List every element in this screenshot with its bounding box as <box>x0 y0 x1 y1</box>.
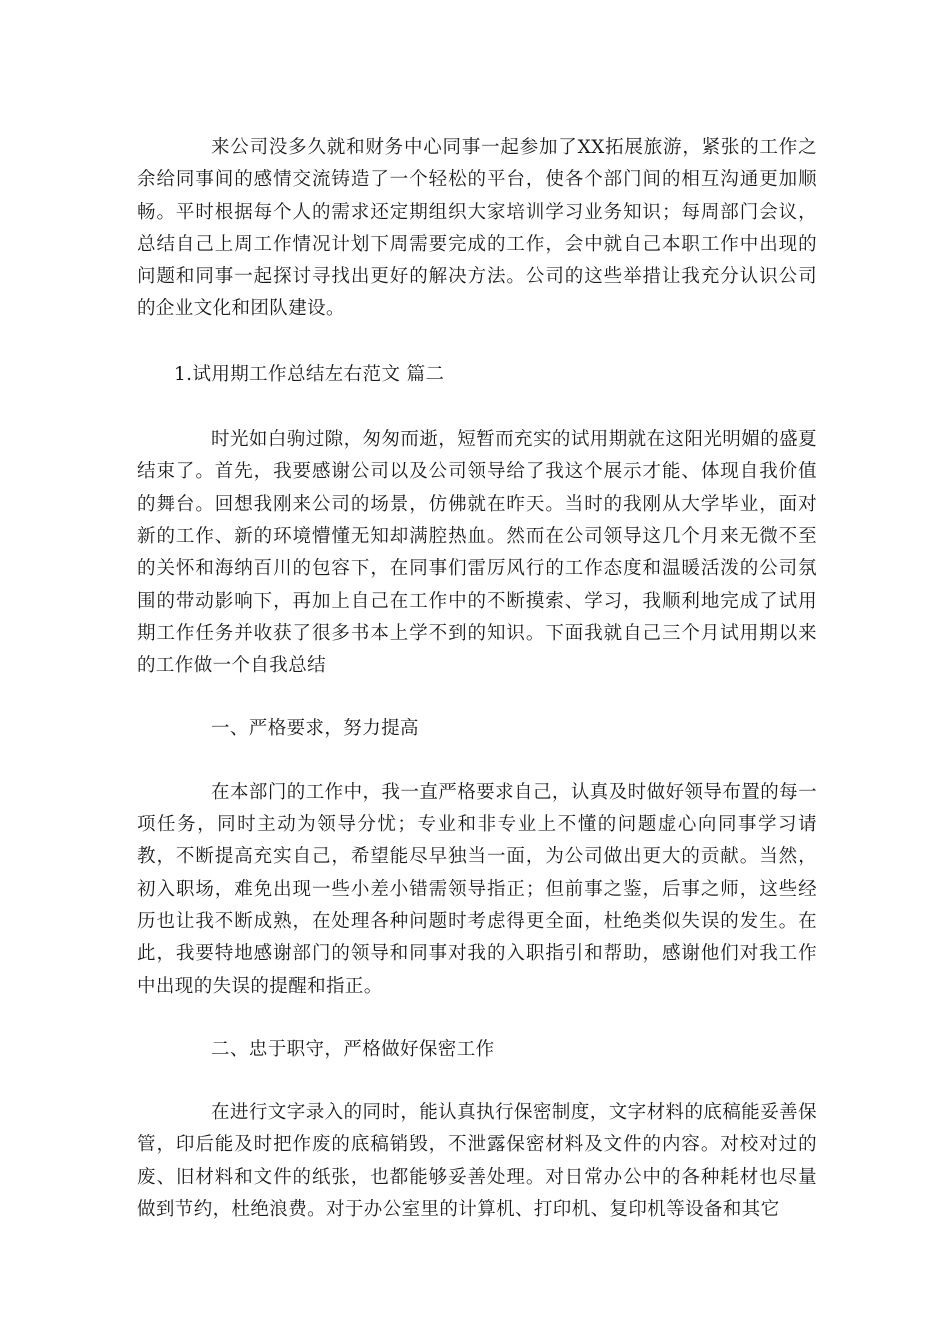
paragraph-team-building: 来公司没多久就和财务中心同事一起参加了XX拓展旅游，紧张的工作之余给同事间的感情交流铸造了一个轻松的平台，使各个部门间的相互沟通更加顺畅。平时根据每个人的需求还定期组织大家培训学习业务知识；每周部门会议，总结自己上周工作情况计划下周需要完成的工作，会中就自己本职工作中出现的问题和同事一起探讨寻找出更好的解决方法。公司的这些举措让我充分认识公司的企业文化和团队建设。 <box>137 137 817 320</box>
section-title: 1.试用期工作总结左右范文 篇二 <box>174 363 445 385</box>
document-body <box>137 132 817 1226</box>
paragraph-work-attitude: 在本部门的工作中，我一直严格要求自己，认真及时做好领导布置的每一项任务，同时主动为领导分忧；专业和非专业上不懂的问题虚心向同事学习请教，不断提高充实自己，希望能尽早独当一面，为公司做出更大的贡献。当然，初入职场，难免出现一些小差小错需领导指正；但前事之鉴，后事之师，这些经历也让我不断成熟，在处理各种问题时考虑得更全面，杜绝类似失误的发生。在此，我要特地感谢部门的领导和同事对我的入职指引和帮助，感谢他们对我工作中出现的失误的提醒和指正。 <box>137 781 817 997</box>
spacer <box>137 326 817 359</box>
spacer <box>137 391 817 424</box>
spacer <box>137 1003 817 1034</box>
paragraph-intro: 时光如白驹过隙，匆匆而逝，短暂而充实的试用期就在这阳光明媚的盛夏结束了。首先，我要感谢公司以及公司领导给了我这个展示才能、体现自我价值的舞台。回想我刚来公司的场景，仿佛就在昨天。当时的我刚从大学毕业，面对新的工作、新的环境懵懂无知却满腔热血。然而在公司领导这几个月来无微不至的关怀和海纳百川的包容下，在同事们雷厉风行的工作态度和温暖活泼的公司氛围的带动影响下，再加上自己在工作中的不断摸索、学习，我顺利地完成了试用期工作任务并收获了很多书本上学不到的知识。下面我就自己三个月试用期以来的工作做一个自我总结 <box>137 429 817 677</box>
heading-confidentiality: 二、忠于职守，严格做好保密工作 <box>211 1038 495 1060</box>
heading-strict-requirements: 一、严格要求，努力提高 <box>211 718 419 740</box>
paragraph-confidentiality: 在进行文字录入的同时，能认真执行保密制度，文字材料的底稿能妥善保管，印后能及时把作废的底稿销毁，不泄露保密材料及文件的内容。对校对过的废、旧材料和文件的纸张，也都能够妥善处理。对日常办公中的各种耗材也尽量做到节约，杜绝浪费。对于办公室里的计算机、打印机、复印机等设备和其它 <box>137 1102 817 1221</box>
spacer <box>137 1066 817 1097</box>
spacer <box>137 682 817 713</box>
spacer <box>137 746 817 777</box>
